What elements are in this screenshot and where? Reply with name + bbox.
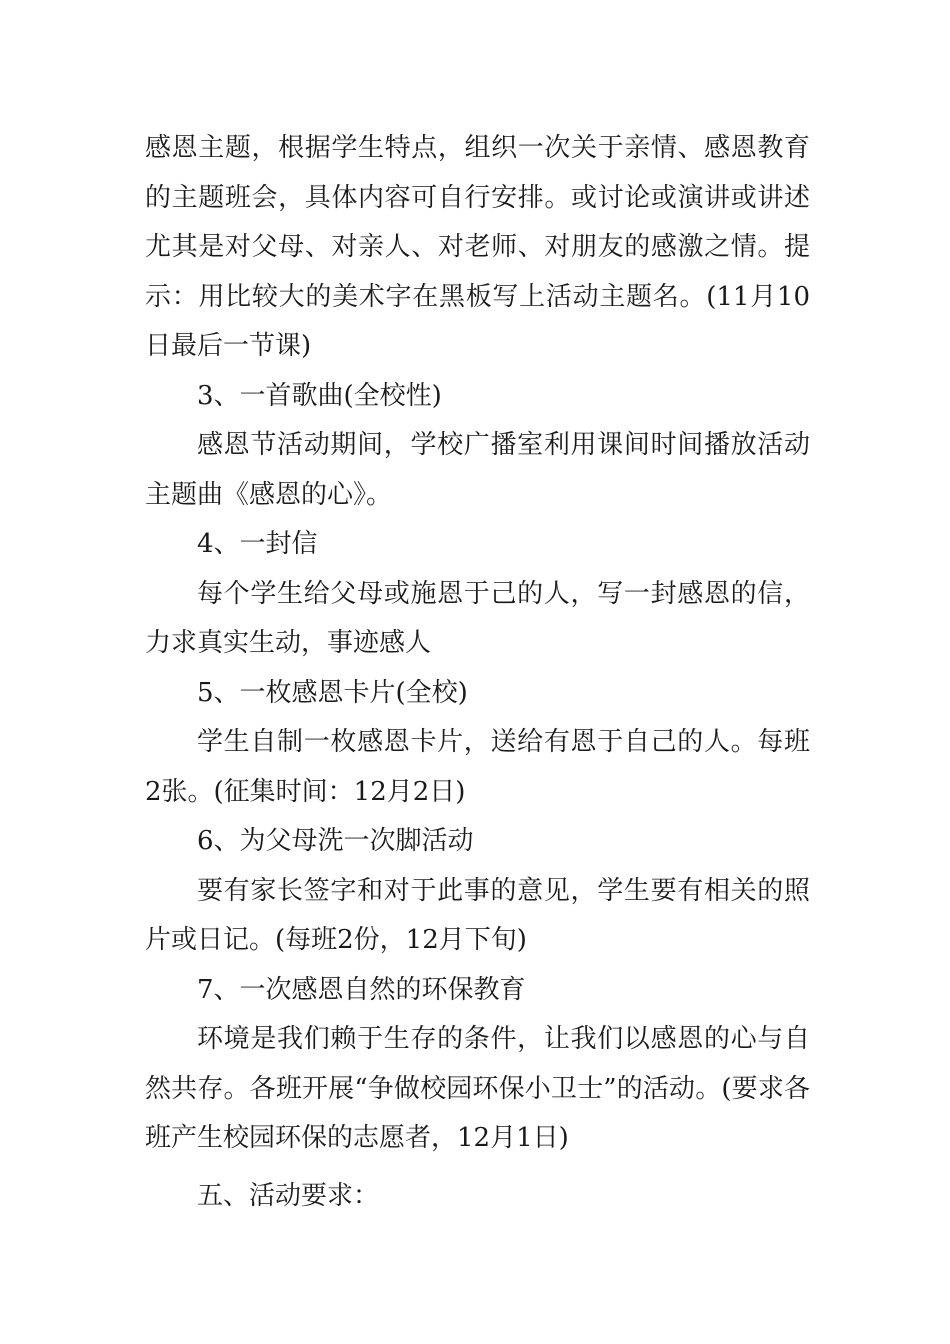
heading-song: 3、一首歌曲(全校性): [197, 380, 442, 411]
paragraph-letter: 每个学生给父母或施恩于己的人，写一封感恩的信，力求真实生动，事迹感人: [145, 578, 810, 658]
paragraph-theme-meeting: 感恩主题，根据学生特点，组织一次关于亲情、感恩教育的主题班会，具体内容可自行安排。或讨论或演讲或讲述尤其是对父母、对亲人、对老师、对朋友的感激之情。提示：用比较大的美术字在黑板写上活动主题名。(11月10日最后一节课): [145, 133, 810, 361]
paragraph-song: 感恩节活动期间，学校广播室利用课间时间播放活动主题曲《感恩的心》。: [145, 430, 810, 510]
paragraph-wash-feet: 要有家长签字和对于此事的意见，学生要有相关的照片或日记。(每班2份，12月下旬): [145, 875, 810, 955]
heading-letter: 4、一封信: [197, 529, 318, 559]
paragraph-card: 学生自制一枚感恩卡片，送给有恩于自己的人。每班2张。(征集时间：12月2日): [145, 727, 810, 807]
document-body: [145, 124, 810, 1221]
paragraph-environment: 环境是我们赖于生存的条件，让我们以感恩的心与自然共存。各班开展“争做校园环保小卫士”的活动。(要求各班产生校园环保的志愿者，12月1日): [145, 1024, 810, 1153]
heading-environment: 7、一次感恩自然的环保教育: [197, 974, 526, 1005]
heading-card: 5、一枚感恩卡片(全校): [197, 677, 468, 708]
heading-wash-feet: 6、为父母洗一次脚活动: [197, 826, 474, 856]
heading-requirements: 五、活动要求：: [197, 1180, 380, 1211]
